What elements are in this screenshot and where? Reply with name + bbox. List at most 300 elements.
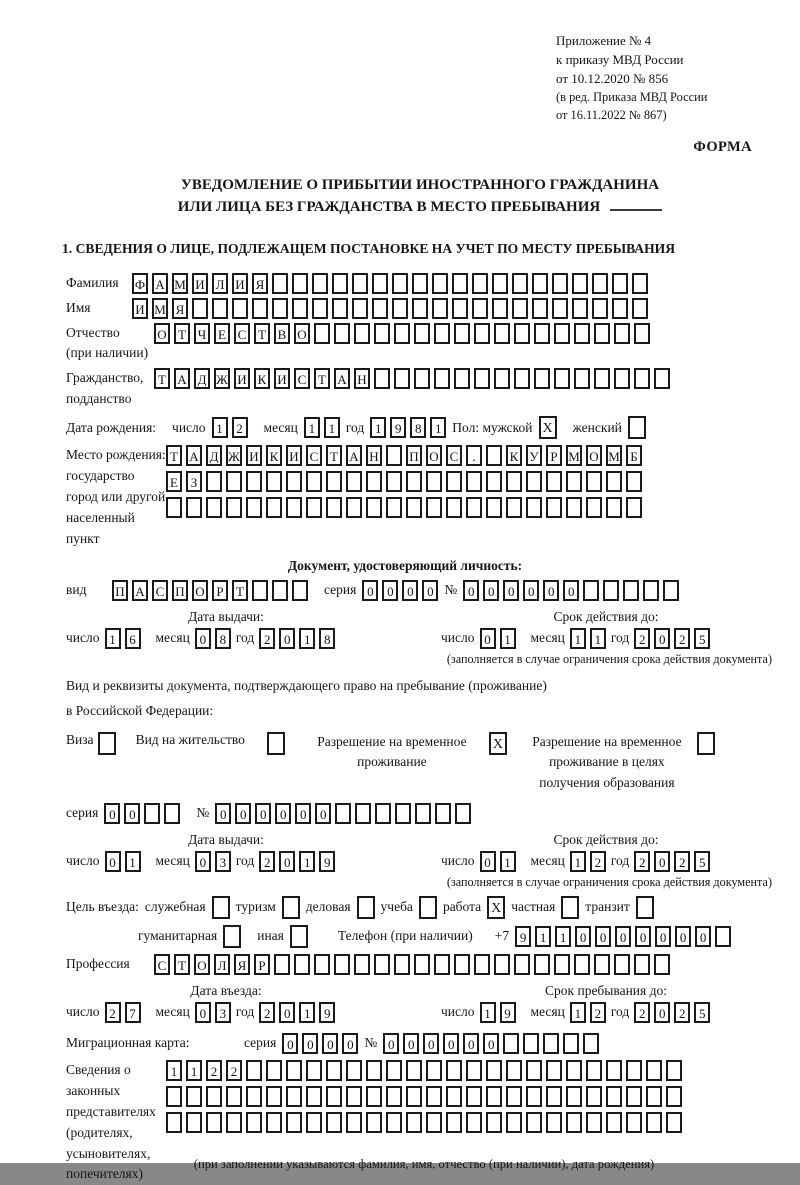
char-cell[interactable]: Ф <box>132 273 148 294</box>
char-cell[interactable]: . <box>466 445 482 466</box>
char-cell[interactable] <box>332 273 348 294</box>
char-cell[interactable] <box>412 273 428 294</box>
char-cell[interactable] <box>414 954 430 975</box>
char-cell[interactable] <box>414 368 430 389</box>
char-cell[interactable]: 9 <box>390 417 406 438</box>
option-temp-residence-checkbox[interactable]: X <box>489 732 507 755</box>
char-cell[interactable] <box>272 273 288 294</box>
char-cell[interactable] <box>414 323 430 344</box>
char-cell[interactable] <box>486 1060 502 1081</box>
char-cell[interactable] <box>226 1112 242 1133</box>
char-cell[interactable] <box>375 803 391 824</box>
char-cell[interactable] <box>632 273 648 294</box>
char-cell[interactable] <box>252 298 268 319</box>
char-cell[interactable] <box>374 954 390 975</box>
option-residence-permit-checkbox[interactable] <box>267 732 285 755</box>
char-cell[interactable]: Т <box>166 445 182 466</box>
char-cell[interactable] <box>494 323 510 344</box>
char-cell[interactable] <box>446 497 462 518</box>
char-cell[interactable]: 1 <box>570 851 586 872</box>
char-cell[interactable] <box>272 298 288 319</box>
char-cell[interactable]: 1 <box>304 417 320 438</box>
char-cell[interactable]: 8 <box>215 628 231 649</box>
char-cell[interactable] <box>292 298 308 319</box>
char-cell[interactable] <box>306 1060 322 1081</box>
char-cell[interactable]: А <box>346 445 362 466</box>
char-cell[interactable] <box>466 471 482 492</box>
char-cell[interactable]: 0 <box>215 803 231 824</box>
char-cell[interactable] <box>426 497 442 518</box>
char-cell[interactable]: Ч <box>194 323 210 344</box>
char-cell[interactable] <box>415 803 431 824</box>
char-cell[interactable] <box>526 1086 542 1107</box>
char-cell[interactable]: 0 <box>255 803 271 824</box>
char-cell[interactable] <box>646 1060 662 1081</box>
char-cell[interactable] <box>486 1112 502 1133</box>
char-cell[interactable]: Я <box>234 954 250 975</box>
char-cell[interactable]: 0 <box>403 1033 419 1054</box>
char-cell[interactable] <box>552 273 568 294</box>
char-cell[interactable] <box>352 273 368 294</box>
char-cell[interactable] <box>626 1086 642 1107</box>
char-cell[interactable] <box>606 471 622 492</box>
char-cell[interactable]: И <box>274 368 290 389</box>
char-cell[interactable] <box>614 368 630 389</box>
char-cell[interactable]: Я <box>252 273 268 294</box>
char-cell[interactable] <box>192 298 208 319</box>
char-cell[interactable]: 0 <box>615 926 631 947</box>
char-cell[interactable] <box>354 323 370 344</box>
char-cell[interactable]: Т <box>232 580 248 601</box>
char-cell[interactable]: Т <box>174 323 190 344</box>
char-cell[interactable] <box>592 298 608 319</box>
char-cell[interactable] <box>326 1086 342 1107</box>
char-cell[interactable] <box>266 1112 282 1133</box>
char-cell[interactable]: 0 <box>655 926 671 947</box>
char-cell[interactable] <box>626 497 642 518</box>
char-cell[interactable] <box>406 1112 422 1133</box>
char-cell[interactable]: П <box>172 580 188 601</box>
char-cell[interactable]: 1 <box>480 1002 496 1023</box>
char-cell[interactable] <box>426 1060 442 1081</box>
char-cell[interactable]: А <box>334 368 350 389</box>
char-cell[interactable] <box>606 497 622 518</box>
char-cell[interactable] <box>594 368 610 389</box>
char-cell[interactable] <box>406 1060 422 1081</box>
purpose-transit-checkbox[interactable] <box>636 896 654 919</box>
char-cell[interactable] <box>434 323 450 344</box>
char-cell[interactable] <box>514 954 530 975</box>
char-cell[interactable]: 5 <box>694 851 710 872</box>
char-cell[interactable] <box>534 368 550 389</box>
char-cell[interactable] <box>574 954 590 975</box>
char-cell[interactable]: 9 <box>319 1002 335 1023</box>
char-cell[interactable] <box>334 954 350 975</box>
char-cell[interactable] <box>626 1112 642 1133</box>
char-cell[interactable]: В <box>274 323 290 344</box>
char-cell[interactable] <box>246 497 262 518</box>
char-cell[interactable]: А <box>186 445 202 466</box>
char-cell[interactable]: Р <box>546 445 562 466</box>
char-cell[interactable] <box>523 1033 539 1054</box>
char-cell[interactable] <box>346 497 362 518</box>
char-cell[interactable]: О <box>294 323 310 344</box>
purpose-official-checkbox[interactable] <box>212 896 230 919</box>
char-cell[interactable] <box>426 1086 442 1107</box>
char-cell[interactable] <box>634 323 650 344</box>
char-cell[interactable] <box>566 471 582 492</box>
char-cell[interactable] <box>426 1112 442 1133</box>
char-cell[interactable] <box>466 1086 482 1107</box>
char-cell[interactable] <box>434 954 450 975</box>
char-cell[interactable] <box>406 497 422 518</box>
char-cell[interactable]: 0 <box>463 1033 479 1054</box>
char-cell[interactable] <box>226 1086 242 1107</box>
char-cell[interactable] <box>386 471 402 492</box>
char-cell[interactable] <box>572 298 588 319</box>
char-cell[interactable]: 0 <box>635 926 651 947</box>
char-cell[interactable]: 1 <box>324 417 340 438</box>
char-cell[interactable]: 1 <box>500 851 516 872</box>
char-cell[interactable] <box>366 471 382 492</box>
char-cell[interactable] <box>312 273 328 294</box>
char-cell[interactable] <box>666 1112 682 1133</box>
char-cell[interactable] <box>592 273 608 294</box>
char-cell[interactable]: 9 <box>500 1002 516 1023</box>
char-cell[interactable]: Т <box>154 368 170 389</box>
char-cell[interactable] <box>246 1086 262 1107</box>
char-cell[interactable]: 0 <box>503 580 519 601</box>
char-cell[interactable] <box>654 368 670 389</box>
char-cell[interactable] <box>466 497 482 518</box>
char-cell[interactable] <box>386 445 402 466</box>
char-cell[interactable] <box>164 803 180 824</box>
char-cell[interactable]: О <box>586 445 602 466</box>
char-cell[interactable] <box>432 273 448 294</box>
char-cell[interactable]: 0 <box>443 1033 459 1054</box>
char-cell[interactable] <box>354 954 370 975</box>
char-cell[interactable]: К <box>506 445 522 466</box>
char-cell[interactable]: Е <box>214 323 230 344</box>
char-cell[interactable]: 1 <box>370 417 386 438</box>
char-cell[interactable] <box>554 323 570 344</box>
char-cell[interactable] <box>314 954 330 975</box>
char-cell[interactable] <box>663 580 679 601</box>
char-cell[interactable] <box>634 954 650 975</box>
char-cell[interactable] <box>346 1060 362 1081</box>
char-cell[interactable] <box>395 803 411 824</box>
char-cell[interactable] <box>346 1112 362 1133</box>
char-cell[interactable] <box>534 323 550 344</box>
char-cell[interactable]: И <box>234 368 250 389</box>
char-cell[interactable]: 0 <box>422 580 438 601</box>
char-cell[interactable]: Р <box>254 954 270 975</box>
char-cell[interactable]: 2 <box>634 851 650 872</box>
char-cell[interactable]: Ж <box>226 445 242 466</box>
char-cell[interactable] <box>406 471 422 492</box>
char-cell[interactable]: 0 <box>382 580 398 601</box>
char-cell[interactable]: 9 <box>319 851 335 872</box>
char-cell[interactable] <box>286 1086 302 1107</box>
char-cell[interactable]: 0 <box>695 926 711 947</box>
char-cell[interactable] <box>186 497 202 518</box>
char-cell[interactable] <box>512 273 528 294</box>
char-cell[interactable] <box>543 1033 559 1054</box>
char-cell[interactable] <box>226 471 242 492</box>
char-cell[interactable] <box>326 471 342 492</box>
char-cell[interactable] <box>466 1060 482 1081</box>
char-cell[interactable]: 2 <box>634 1002 650 1023</box>
char-cell[interactable]: И <box>232 273 248 294</box>
char-cell[interactable] <box>252 580 268 601</box>
char-cell[interactable] <box>266 1060 282 1081</box>
char-cell[interactable]: 0 <box>195 628 211 649</box>
char-cell[interactable]: 1 <box>500 628 516 649</box>
char-cell[interactable] <box>506 471 522 492</box>
char-cell[interactable] <box>292 580 308 601</box>
char-cell[interactable] <box>286 1112 302 1133</box>
char-cell[interactable] <box>334 323 350 344</box>
char-cell[interactable] <box>394 954 410 975</box>
char-cell[interactable] <box>486 1086 502 1107</box>
char-cell[interactable]: 1 <box>212 417 228 438</box>
char-cell[interactable]: М <box>606 445 622 466</box>
char-cell[interactable]: И <box>192 273 208 294</box>
char-cell[interactable] <box>503 1033 519 1054</box>
char-cell[interactable] <box>286 1060 302 1081</box>
char-cell[interactable]: О <box>194 954 210 975</box>
char-cell[interactable]: 1 <box>186 1060 202 1081</box>
char-cell[interactable] <box>394 323 410 344</box>
char-cell[interactable] <box>632 298 648 319</box>
char-cell[interactable] <box>606 1060 622 1081</box>
char-cell[interactable] <box>512 298 528 319</box>
char-cell[interactable]: 0 <box>315 803 331 824</box>
char-cell[interactable] <box>572 273 588 294</box>
char-cell[interactable] <box>374 323 390 344</box>
char-cell[interactable]: С <box>154 954 170 975</box>
char-cell[interactable] <box>312 298 328 319</box>
char-cell[interactable] <box>606 1112 622 1133</box>
char-cell[interactable]: 0 <box>654 851 670 872</box>
char-cell[interactable]: 0 <box>105 851 121 872</box>
char-cell[interactable]: Е <box>166 471 182 492</box>
char-cell[interactable] <box>335 803 351 824</box>
char-cell[interactable] <box>486 497 502 518</box>
char-cell[interactable] <box>386 497 402 518</box>
char-cell[interactable] <box>583 1033 599 1054</box>
char-cell[interactable] <box>232 298 248 319</box>
char-cell[interactable]: 1 <box>535 926 551 947</box>
char-cell[interactable] <box>266 497 282 518</box>
char-cell[interactable]: 8 <box>319 628 335 649</box>
char-cell[interactable]: 0 <box>279 628 295 649</box>
char-cell[interactable]: А <box>132 580 148 601</box>
char-cell[interactable]: 2 <box>674 851 690 872</box>
char-cell[interactable]: О <box>192 580 208 601</box>
purpose-humanitarian-checkbox[interactable] <box>223 925 241 948</box>
char-cell[interactable] <box>352 298 368 319</box>
char-cell[interactable]: 2 <box>590 1002 606 1023</box>
char-cell[interactable] <box>594 323 610 344</box>
char-cell[interactable]: С <box>234 323 250 344</box>
char-cell[interactable]: К <box>254 368 270 389</box>
char-cell[interactable] <box>486 471 502 492</box>
char-cell[interactable] <box>566 1086 582 1107</box>
char-cell[interactable] <box>326 497 342 518</box>
char-cell[interactable] <box>366 497 382 518</box>
char-cell[interactable] <box>563 1033 579 1054</box>
char-cell[interactable]: М <box>152 298 168 319</box>
char-cell[interactable] <box>654 954 670 975</box>
char-cell[interactable]: Т <box>314 368 330 389</box>
char-cell[interactable] <box>226 497 242 518</box>
char-cell[interactable] <box>474 954 490 975</box>
char-cell[interactable] <box>355 803 371 824</box>
char-cell[interactable] <box>614 954 630 975</box>
char-cell[interactable]: 0 <box>295 803 311 824</box>
char-cell[interactable] <box>206 497 222 518</box>
char-cell[interactable] <box>326 1112 342 1133</box>
char-cell[interactable] <box>386 1060 402 1081</box>
char-cell[interactable] <box>346 471 362 492</box>
char-cell[interactable]: 1 <box>125 851 141 872</box>
char-cell[interactable]: 0 <box>402 580 418 601</box>
char-cell[interactable] <box>526 471 542 492</box>
option-visa-checkbox[interactable] <box>98 732 116 755</box>
char-cell[interactable] <box>472 273 488 294</box>
char-cell[interactable]: 1 <box>105 628 121 649</box>
char-cell[interactable] <box>366 1060 382 1081</box>
char-cell[interactable] <box>246 471 262 492</box>
char-cell[interactable]: О <box>426 445 442 466</box>
char-cell[interactable]: 0 <box>483 580 499 601</box>
char-cell[interactable] <box>634 368 650 389</box>
char-cell[interactable] <box>386 1086 402 1107</box>
char-cell[interactable] <box>306 1086 322 1107</box>
char-cell[interactable]: 2 <box>674 1002 690 1023</box>
purpose-work-checkbox[interactable]: X <box>487 896 505 919</box>
char-cell[interactable] <box>554 368 570 389</box>
char-cell[interactable]: 1 <box>299 1002 315 1023</box>
char-cell[interactable]: Я <box>172 298 188 319</box>
char-cell[interactable]: 1 <box>299 628 315 649</box>
char-cell[interactable] <box>166 1086 182 1107</box>
char-cell[interactable] <box>246 1112 262 1133</box>
char-cell[interactable] <box>294 954 310 975</box>
char-cell[interactable]: О <box>154 323 170 344</box>
char-cell[interactable] <box>454 954 470 975</box>
char-cell[interactable] <box>606 1086 622 1107</box>
char-cell[interactable] <box>372 298 388 319</box>
char-cell[interactable]: 2 <box>674 628 690 649</box>
char-cell[interactable] <box>586 1086 602 1107</box>
char-cell[interactable] <box>506 1112 522 1133</box>
char-cell[interactable] <box>412 298 428 319</box>
char-cell[interactable]: 5 <box>694 1002 710 1023</box>
char-cell[interactable]: 0 <box>543 580 559 601</box>
char-cell[interactable]: С <box>152 580 168 601</box>
char-cell[interactable]: 6 <box>125 628 141 649</box>
char-cell[interactable] <box>372 273 388 294</box>
char-cell[interactable] <box>552 298 568 319</box>
char-cell[interactable]: 0 <box>563 580 579 601</box>
char-cell[interactable] <box>623 580 639 601</box>
char-cell[interactable] <box>274 954 290 975</box>
char-cell[interactable]: Т <box>174 954 190 975</box>
char-cell[interactable]: 0 <box>104 803 120 824</box>
char-cell[interactable]: 9 <box>515 926 531 947</box>
char-cell[interactable] <box>406 1086 422 1107</box>
char-cell[interactable] <box>492 273 508 294</box>
char-cell[interactable]: 0 <box>480 628 496 649</box>
char-cell[interactable] <box>474 323 490 344</box>
char-cell[interactable]: 0 <box>279 851 295 872</box>
char-cell[interactable] <box>286 471 302 492</box>
char-cell[interactable]: 3 <box>215 851 231 872</box>
purpose-tourism-checkbox[interactable] <box>282 896 300 919</box>
char-cell[interactable] <box>332 298 348 319</box>
char-cell[interactable] <box>434 368 450 389</box>
char-cell[interactable] <box>583 580 599 601</box>
char-cell[interactable]: 2 <box>105 1002 121 1023</box>
char-cell[interactable]: Ж <box>214 368 230 389</box>
char-cell[interactable] <box>392 298 408 319</box>
char-cell[interactable] <box>346 1086 362 1107</box>
char-cell[interactable] <box>206 1112 222 1133</box>
char-cell[interactable]: Р <box>212 580 228 601</box>
char-cell[interactable] <box>166 1112 182 1133</box>
char-cell[interactable]: П <box>112 580 128 601</box>
char-cell[interactable]: Б <box>626 445 642 466</box>
char-cell[interactable]: 0 <box>463 580 479 601</box>
char-cell[interactable] <box>626 471 642 492</box>
char-cell[interactable]: 5 <box>694 628 710 649</box>
char-cell[interactable] <box>166 497 182 518</box>
char-cell[interactable]: 0 <box>480 851 496 872</box>
char-cell[interactable] <box>526 1060 542 1081</box>
char-cell[interactable] <box>612 273 628 294</box>
char-cell[interactable]: И <box>246 445 262 466</box>
char-cell[interactable] <box>266 471 282 492</box>
char-cell[interactable] <box>246 1060 262 1081</box>
char-cell[interactable] <box>446 1060 462 1081</box>
char-cell[interactable] <box>472 298 488 319</box>
char-cell[interactable] <box>486 445 502 466</box>
char-cell[interactable] <box>594 954 610 975</box>
char-cell[interactable] <box>446 1086 462 1107</box>
char-cell[interactable]: Д <box>206 445 222 466</box>
char-cell[interactable]: К <box>266 445 282 466</box>
char-cell[interactable] <box>506 1060 522 1081</box>
char-cell[interactable] <box>646 1086 662 1107</box>
char-cell[interactable]: И <box>132 298 148 319</box>
char-cell[interactable]: 8 <box>410 417 426 438</box>
char-cell[interactable] <box>612 298 628 319</box>
char-cell[interactable] <box>554 954 570 975</box>
char-cell[interactable] <box>186 1112 202 1133</box>
char-cell[interactable] <box>306 497 322 518</box>
char-cell[interactable] <box>454 323 470 344</box>
char-cell[interactable] <box>586 471 602 492</box>
char-cell[interactable]: 0 <box>279 1002 295 1023</box>
char-cell[interactable] <box>426 471 442 492</box>
char-cell[interactable]: А <box>174 368 190 389</box>
char-cell[interactable] <box>603 580 619 601</box>
char-cell[interactable] <box>394 368 410 389</box>
char-cell[interactable] <box>506 1086 522 1107</box>
char-cell[interactable]: 0 <box>235 803 251 824</box>
